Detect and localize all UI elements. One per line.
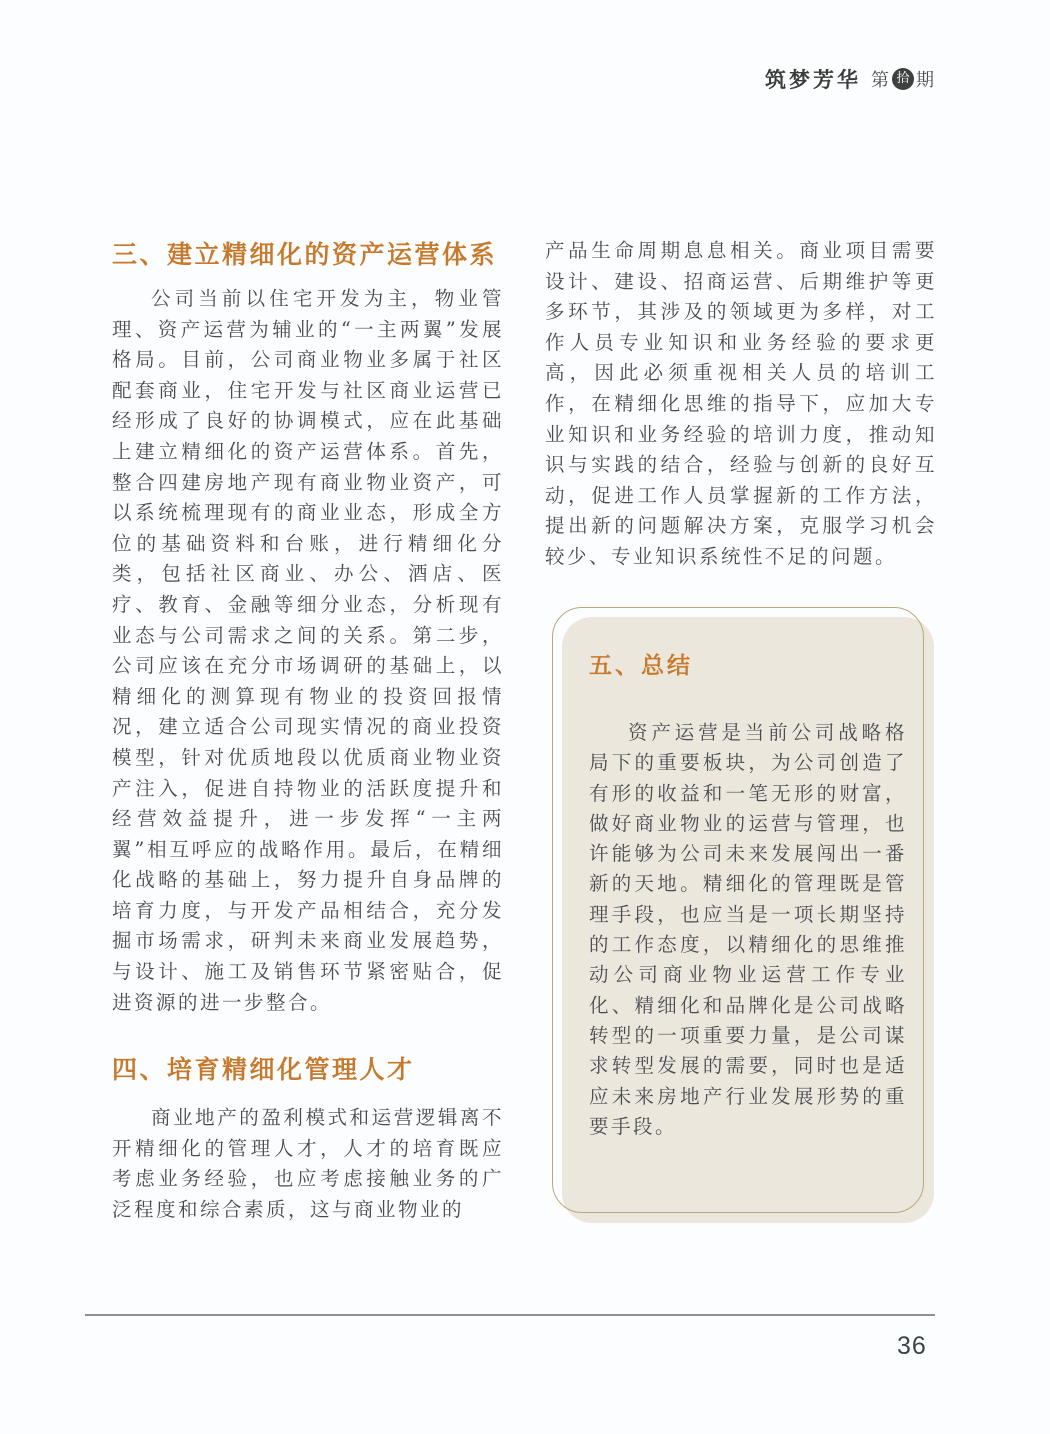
footer-divider-rule	[85, 1314, 935, 1316]
section-3-paragraph: 公司当前以住宅开发为主，物业管理、资产运营为辅业的“一主两翼”发展格局。目前，公司商业物业多属于社区配套商业，住宅开发与社区商业运营已经形成了良好的协调模式，应在此基础上建立精细化的资产运营体系。首先，整合四建房地产现有商业物业资产，可以系统梳理现有的商业业态，形成全方位的基础资料和台账，进行精细化分类，包括社区商业、办公、酒店、医疗、教育、金融等细分业态，分析现有业态与公司需求之间的关系。第二步，公司应该在充分市场调研的基础上，以精细化的测算现有物业的投资回报情况，建立适合公司现实情况的商业投资模型，针对优质地段以优质商业物业资产注入，促进自持物业的活跃度提升和经营效益提升，进一步发挥“一主两翼”相互呼应的战略作用。最后，在精细化战略的基础上，努力提升自身品牌的培育力度，与开发产品相结合，充分发掘市场需求，研判未来商业发展趋势，与设计、施工及销售环节紧密贴合，促进资源的进一步整合。	[112, 287, 504, 1014]
magazine-header	[765, 64, 935, 94]
issue-prefix: 第	[871, 70, 890, 90]
section-4-paragraph: 商业地产的盈利模式和运营逻辑离不开精细化的管理人才，人才的培育既应考虑业务经验，也应考虑接触业务的广泛程度和综合素质，这与商业物业的	[112, 1106, 504, 1221]
page-number: 36	[897, 1332, 927, 1360]
section-4-heading: 四、培育精细化管理人才	[112, 1055, 415, 1084]
summary-box	[562, 617, 934, 1223]
issue-suffix: 期	[916, 70, 935, 90]
section-3-heading: 三、建立精细化的资产运营体系	[112, 240, 498, 269]
section-4-continuation-paragraph: 产品生命周期息息相关。商业项目需要设计、建设、招商运营、后期维护等更多环节，其涉及的领域更为多样，对工作人员专业知识和业务经验的要求更高，因此必须重视相关人员的培训工作，在精细化思维的指导下，应加大专业知识和业务经验的培训力度，推动知识与实践的结合，经验与创新的良好互动，促进工作人员掌握新的工作方法，提出新的问题解决方案，克服学习机会较少、专业知识系统性不足的问题。	[545, 239, 937, 568]
summary-box-heading: 五、总结	[589, 652, 693, 679]
magazine-title: 筑梦芳华	[765, 69, 861, 92]
summary-box-paragraph: 资产运营是当前公司战略格局下的重要板块，为公司创造了有形的收益和一笔无形的财富，做好商业物业的运营与管理，也许能够为公司未来发展闯出一番新的天地。精细化的管理既是管理手段，也应当是一项长期坚持的工作态度，以精细化的思维推动公司商业物业运营工作专业化、精细化和品牌化是公司战略转型的一项重要力量，是公司谋求转型发展的需要，同时也是适应未来房地产行业发展形势的重要手段。	[589, 721, 907, 1138]
issue-number-seal-icon: 拾	[892, 68, 914, 90]
